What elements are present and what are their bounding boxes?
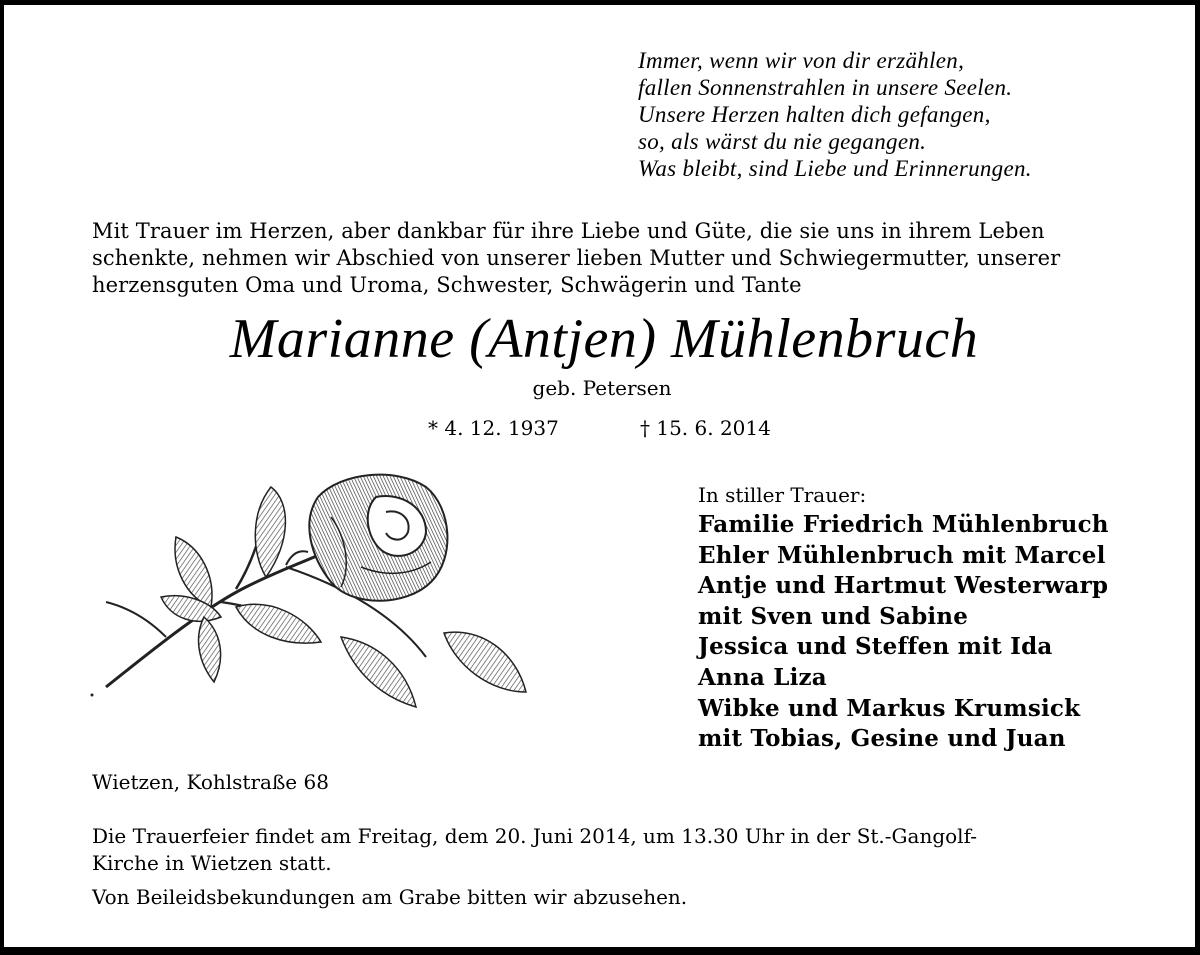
poem-line: Unsere Herzen halten dich gefangen, (638, 102, 991, 127)
poem-line: so, als wärst du nie gegangen. (638, 129, 927, 154)
family-address: Wietzen, Kohlstraße 68 (92, 770, 329, 794)
mourner-line: mit Sven und Sabine (698, 602, 969, 630)
intro-text (92, 218, 1132, 299)
mourner-line: Antje und Hartmut Westerwarp (698, 572, 1109, 600)
intro-line: herzensguten Oma und Uroma, Schwester, Schwägerin und Tante (92, 273, 802, 297)
birth-date: * 4. 12. 1937 (428, 416, 559, 440)
poem-line: fallen Sonnenstrahlen in unsere Seelen. (638, 75, 1013, 100)
mourner-line: Ehler Mühlenbruch mit Marcel (698, 541, 1106, 569)
service-line: Die Trauerfeier findet am Freitag, dem 20. Juni 2014, um 13.30 Uhr in der St.-Gangolf- (92, 824, 978, 848)
mourners-list (698, 510, 1178, 755)
poem-line: Was bleibt, sind Liebe und Erinnerungen. (638, 156, 1032, 181)
rose-illustration-icon (86, 457, 536, 719)
mourner-line: Wibke und Markus Krumsick (698, 694, 1081, 722)
life-dates (428, 415, 828, 445)
mourner-line: Anna Liza (698, 663, 827, 691)
service-line: Kirche in Wietzen statt. (92, 851, 332, 875)
closing-note: Von Beileidsbekundungen am Grabe bitten wir abzusehen. (92, 885, 688, 909)
maiden-name: geb. Petersen (532, 376, 672, 400)
death-date: † 15. 6. 2014 (640, 416, 771, 440)
deceased-name: Marianne (Antjen) Mühlenbruch (229, 308, 979, 370)
intro-line: Mit Trauer im Herzen, aber dankbar für ihre Liebe und Güte, die sie uns in ihrem Leben (92, 219, 1045, 243)
poem-line: Immer, wenn wir von dir erzählen, (638, 48, 965, 73)
mourner-line: mit Tobias, Gesine und Juan (698, 725, 1066, 753)
mourners-heading: In stiller Trauer: (698, 483, 867, 507)
funeral-service-info (92, 823, 1132, 877)
mourner-line: Familie Friedrich Mühlenbruch (698, 511, 1109, 538)
mourner-line: Jessica und Steffen mit Ida (698, 633, 1053, 661)
intro-line: schenkte, nehmen wir Abschied von unserer lieben Mutter und Schwiegermutter, unserer (92, 246, 1061, 270)
poem (638, 47, 1158, 182)
